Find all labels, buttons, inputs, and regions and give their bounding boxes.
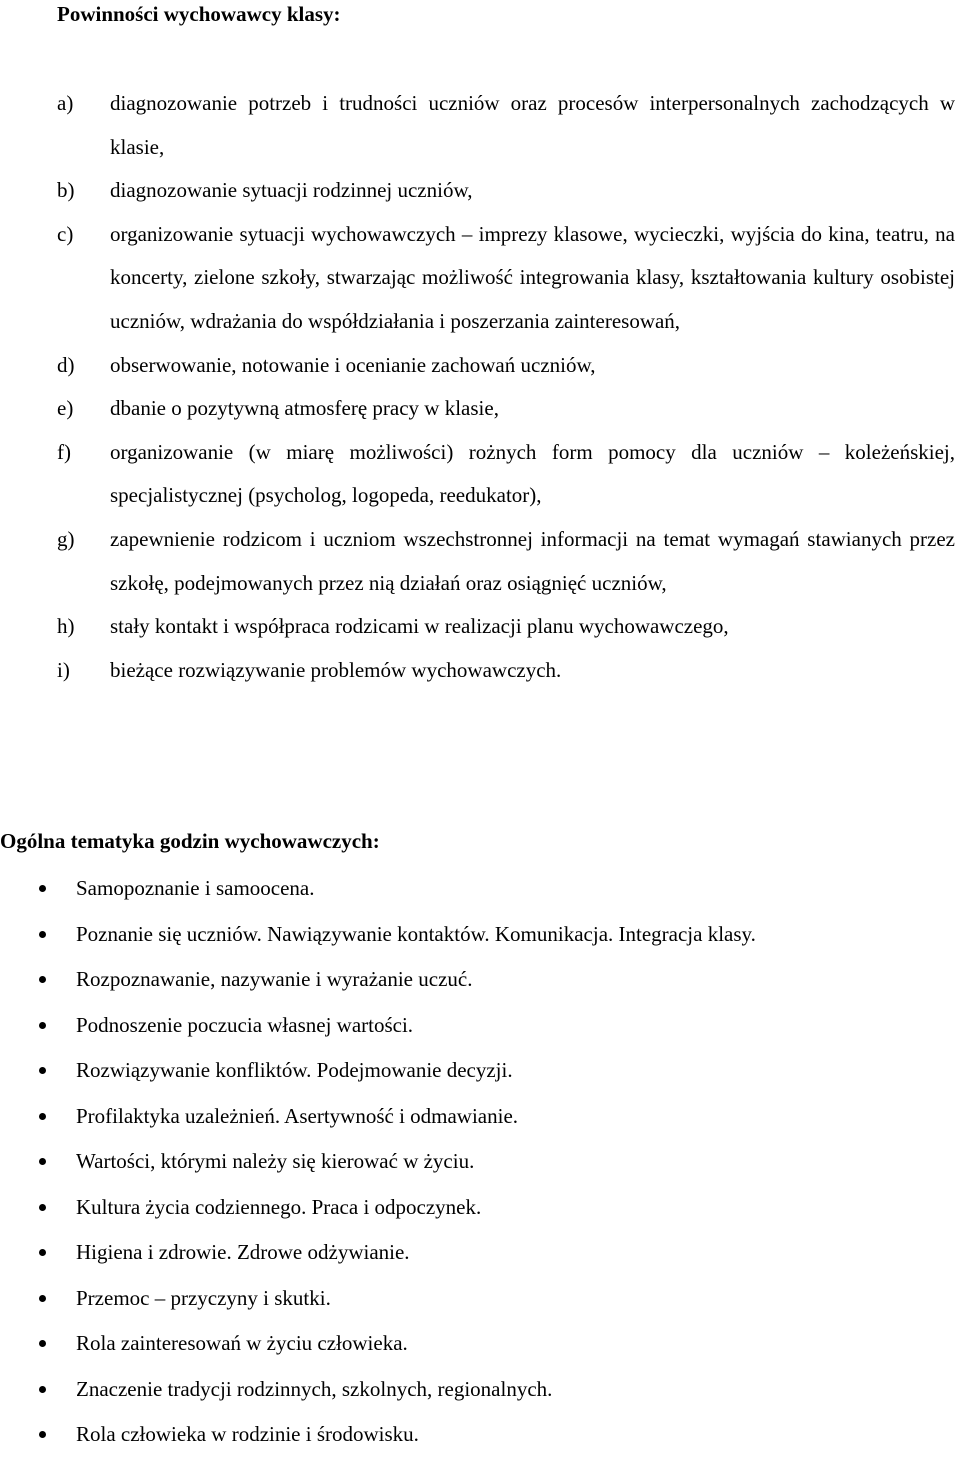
list-item-letter: b) <box>57 178 75 203</box>
bullet-icon <box>39 1067 46 1074</box>
list-item <box>0 344 960 388</box>
list-item <box>0 1094 960 1140</box>
bullet-icon <box>39 1158 46 1165</box>
list-item <box>0 866 960 912</box>
section-heading-duties: Powinności wychowawcy klasy: <box>57 2 341 26</box>
bullet-icon <box>39 931 46 938</box>
list-item-text: Samopoznanie i samoocena. <box>76 876 315 900</box>
list-item-letter: g) <box>57 526 75 551</box>
list-item-text: Rola człowieka w rodzinie i środowisku. <box>76 1422 419 1446</box>
list-item-text: bieżące rozwiązywanie problemów wychowawczych. <box>110 657 562 682</box>
list-item <box>0 1185 960 1231</box>
list-item-text: zapewnienie rodzicom i uczniom wszechstronnej informacji na temat wymagań stawianych przez szkołę, podejmowanych przez nią działań oraz osiągnięć uczniów, <box>110 526 955 595</box>
list-item <box>0 518 960 605</box>
list-item-letter: h) <box>57 614 75 639</box>
list-item-letter: a) <box>57 91 74 115</box>
list-item-text: diagnozowanie sytuacji rodzinnej uczniów, <box>110 178 473 203</box>
list-item-text: diagnozowanie potrzeb i trudności uczniów oraz procesów interpersonalnych zachodzących w klasie, <box>110 91 955 159</box>
list-item-text: Kultura życia codziennego. Praca i odpoczynek. <box>76 1194 482 1219</box>
list-item <box>0 912 960 958</box>
bullet-icon <box>39 1340 46 1347</box>
list-item-text: Podnoszenie poczucia własnej wartości. <box>76 1012 414 1037</box>
list-item <box>0 387 960 431</box>
list-item-text: organizowanie (w miarę możliwości) rożnych form pomocy dla uczniów – koleżeńskiej, specjalistycznej (psycholog, logopeda, reedukator), <box>110 439 955 508</box>
list-item <box>0 1412 960 1458</box>
list-item <box>0 169 960 213</box>
bullet-icon <box>39 1431 46 1438</box>
list-item-letter: c) <box>57 221 74 246</box>
list-item-text: obserwowanie, notowanie i ocenianie zachowań uczniów, <box>110 352 596 377</box>
bullet-icon <box>39 1295 46 1302</box>
list-item <box>0 213 960 344</box>
duties-list <box>0 82 960 692</box>
list-item <box>0 1003 960 1049</box>
bullet-icon <box>39 885 46 892</box>
list-item-text: Wartości, którymi należy się kierować w życiu. <box>76 1149 475 1173</box>
list-item-text: Profilaktyka uzależnień. Asertywność i odmawianie. <box>76 1103 519 1128</box>
list-item <box>0 1139 960 1185</box>
list-item <box>0 649 960 693</box>
list-item <box>0 1230 960 1276</box>
topics-list <box>0 866 960 1458</box>
bullet-icon <box>39 1386 46 1393</box>
list-item-text: dbanie o pozytywną atmosferę pracy w klasie, <box>110 396 499 421</box>
list-item <box>0 1321 960 1367</box>
list-item-text: Przemoc – przyczyny i skutki. <box>76 1285 331 1310</box>
bullet-icon <box>39 1022 46 1029</box>
list-item-letter: d) <box>57 352 75 377</box>
list-item <box>0 605 960 649</box>
section-heading-topics: Ogólna tematyka godzin wychowawczych: <box>0 829 380 853</box>
list-item-letter: f) <box>57 439 71 464</box>
bullet-icon <box>39 976 46 983</box>
list-item-text: Poznanie się uczniów. Nawiązywanie kontaktów. Komunikacja. Integracja klasy. <box>76 921 756 946</box>
list-item <box>0 1048 960 1094</box>
bullet-icon <box>39 1249 46 1256</box>
list-item <box>0 957 960 1003</box>
list-item-text: Rozpoznawanie, nazywanie i wyrażanie uczuć. <box>76 967 473 991</box>
list-item-text: stały kontakt i współpraca rodzicami w realizacji planu wychowawczego, <box>110 614 729 639</box>
list-item-letter: e) <box>57 396 74 421</box>
list-item-text: Higiena i zdrowie. Zdrowe odżywianie. <box>76 1240 410 1264</box>
bullet-icon <box>39 1113 46 1120</box>
list-item <box>0 1276 960 1322</box>
list-item-text: Rozwiązywanie konfliktów. Podejmowanie decyzji. <box>76 1058 513 1082</box>
list-item <box>0 1367 960 1413</box>
list-item-letter: i) <box>57 657 70 682</box>
list-item-text: Rola zainteresowań w życiu człowieka. <box>76 1331 408 1355</box>
list-item <box>0 82 960 169</box>
bullet-icon <box>39 1204 46 1211</box>
list-item <box>0 431 960 518</box>
list-item-text: Znaczenie tradycji rodzinnych, szkolnych, regionalnych. <box>76 1376 553 1401</box>
list-item-text: organizowanie sytuacji wychowawczych – imprezy klasowe, wycieczki, wyjścia do kina, teatru, na koncerty, zielone szkoły, stwarzając możliwość integrowania klasy, kształtowania kultury osobistej uczniów, wdrażania do współdziałania i poszerzania zainteresowań, <box>110 221 955 333</box>
